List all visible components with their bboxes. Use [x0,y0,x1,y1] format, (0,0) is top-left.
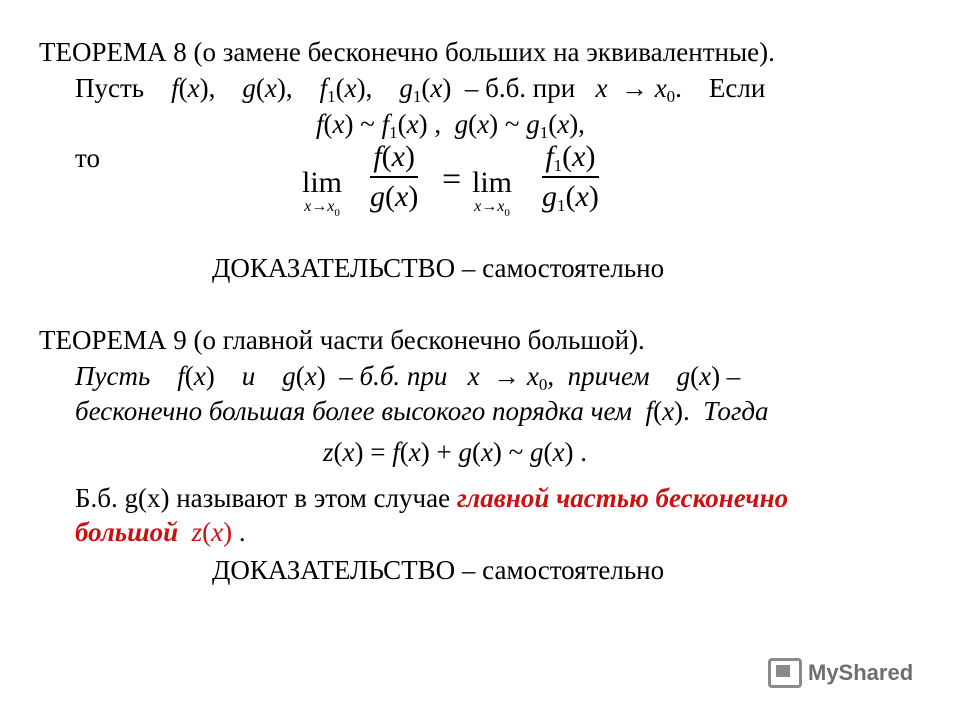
theorem-9-note-line-2: большой z(x) . [75,517,246,547]
limit-right: lim $x\to x_0$ [472,166,513,219]
fraction-f-over-g: f(x) g(x) [370,140,419,213]
limit-left: lim $x\to x_0$ [302,166,343,219]
theorem-9-title: ТЕОРЕМА 9 (о главной части бесконечно большой). [39,325,645,355]
equals-sign: = [442,161,462,198]
watermark-text: MyShared [808,660,914,685]
theorem-8-title: ТЕОРЕМА 8 (о замене бесконечно больших на эквивалентные). [39,37,775,67]
theorem-8-proof: ДОКАЗАТЕЛЬСТВО – самостоятельно [212,253,665,283]
theorem-9-line-1: Пусть f(x) и g(x) – б.б. при $x \to x_0$, причем g(x) – [75,361,741,394]
fraction-f1-over-g1: $f_1(x)$ $g_1(x)$ [542,140,599,215]
theorem-8-condition: f(x) ~ $f_1(x)$ , g(x) ~ $g_1(x)$, [316,109,585,142]
theorem-9-note-line-1: Б.б. g(x) называют в этом случае главной частью бесконечно [75,483,789,513]
theorem-9-line-2: бесконечно большая более высокого порядка чем f(x). Тогда [75,396,769,426]
theorem-8-to: то [75,143,100,173]
theorem-8-line-1: Пусть f(x), g(x), $f_1(x)$, $g_1(x) - б.б$. при $x \to x_0$. Если [75,73,766,106]
myshared-watermark [768,658,913,688]
theorem-9-formula: z(x) = f(x) + g(x) ~ g(x) . [323,437,588,467]
myshared-logo-icon [768,658,802,688]
theorem-9-proof: ДОКАЗАТЕЛЬСТВО – самостоятельно [212,555,665,585]
